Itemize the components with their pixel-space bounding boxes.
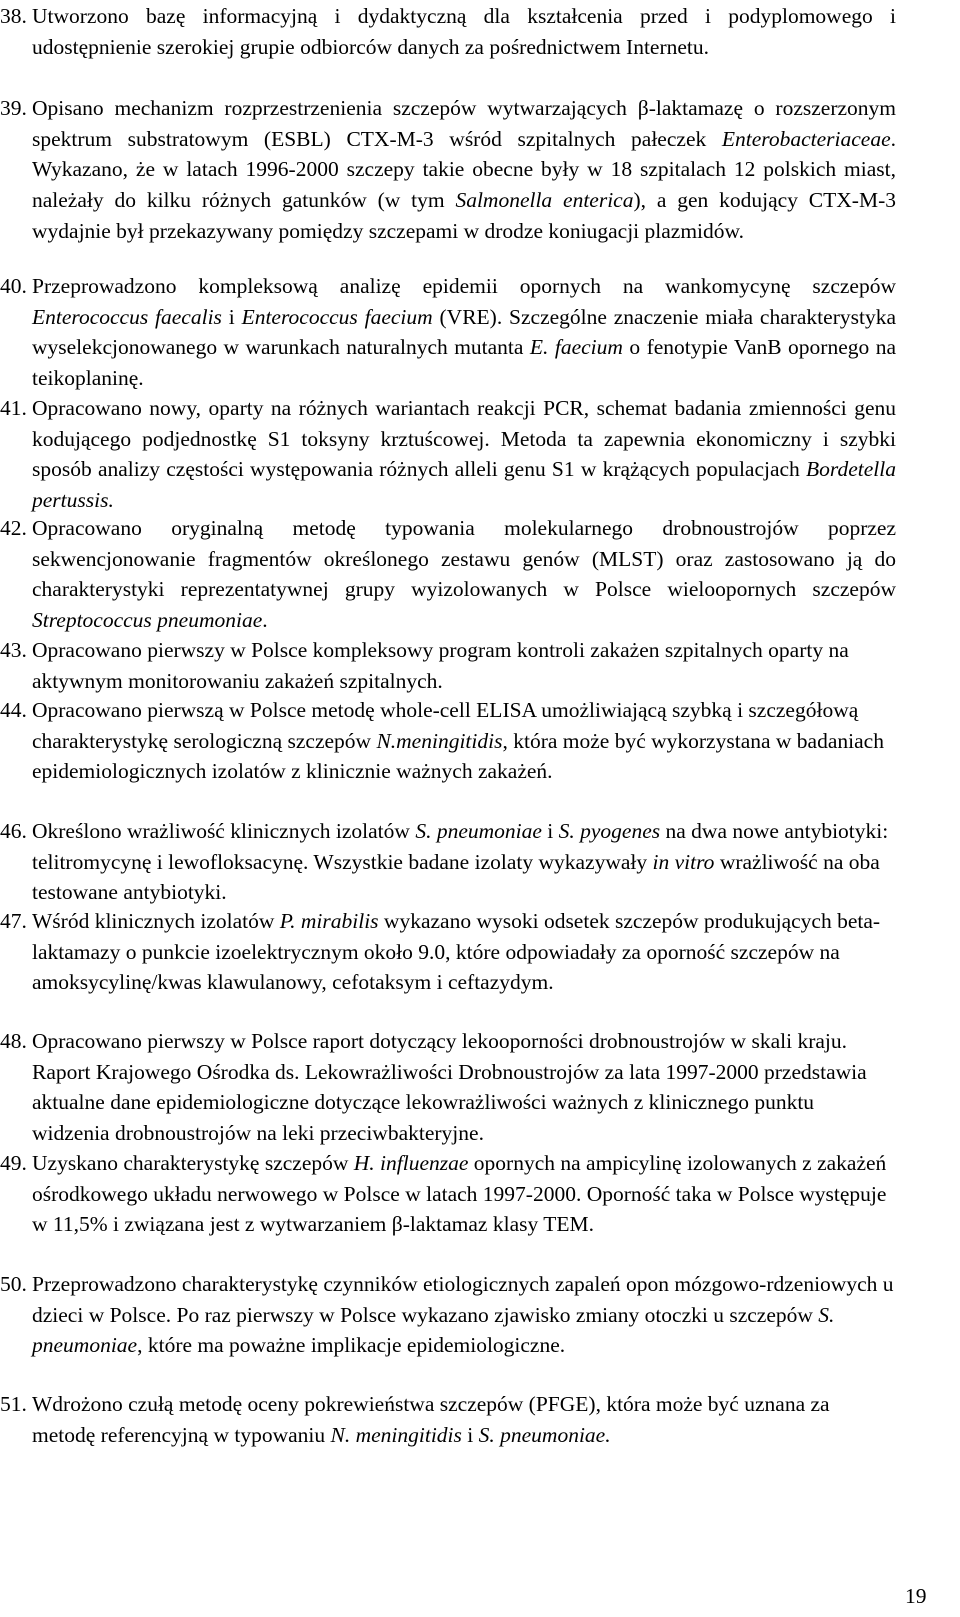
italic-term: S. pneumoniae bbox=[415, 819, 542, 843]
text-run: Opracowano pierwszy w Polsce raport dotyczący lekooporności drobnoustrojów w skali kraju. Raport Krajowego Ośrodka ds. Lekowrażliwości Drobnoustrojów za lata 1997-2000 przedstawia aktualne dane epidemiologiczne dotyczące lekowrażliwości ważnych z klinicznego punktu widzenia drobnoustrojów na leki przeciwbakteryjne. bbox=[32, 1029, 867, 1146]
text-run: na dwa nowe antybiotyki: telitromycynę i lewofloksacynę. Wszystkie badane izolaty wykazywały bbox=[32, 819, 889, 874]
list-item bbox=[0, 635, 896, 696]
item-number: 44. bbox=[0, 698, 27, 722]
italic-term: Bordetella pertussis. bbox=[32, 457, 896, 513]
text-run: , które ma poważne implikacje epidemiologiczne. bbox=[137, 1333, 566, 1358]
italic-term: E. faecium bbox=[529, 335, 623, 360]
item-number: 50. bbox=[0, 1272, 27, 1296]
list-item bbox=[0, 1026, 896, 1149]
list-item bbox=[0, 1269, 896, 1361]
text-run: i bbox=[541, 819, 559, 843]
text-run: i bbox=[221, 304, 242, 329]
list-item bbox=[0, 271, 896, 394]
list-item bbox=[0, 906, 896, 998]
item-text bbox=[32, 1269, 896, 1361]
list-item bbox=[0, 816, 896, 908]
italic-term: S. pneumoniae bbox=[32, 1302, 835, 1358]
item-text bbox=[32, 1026, 896, 1149]
item-number: 51. bbox=[0, 1392, 27, 1416]
item-text bbox=[32, 393, 896, 516]
text-run: Opracowano pierwszą w Polsce metodę whole-cell ELISA umożliwiającą szybką i szczegółową charakterystykę serologiczną szczepów bbox=[32, 698, 859, 753]
text-run: Opracowano nowy, oparty na różnych wariantach reakcji PCR, schemat badania zmienności genu kodującego podjednostkę S1 toksyny krztuścowej. Metoda ta zapewnia ekonomiczny i szybki sposób analizy częstości występowania różnych alleli genu S1 w krążących populacjach bbox=[32, 396, 896, 482]
text-run: ), a gen kodujący CTX-M-3 wydajnie był przekazywany pomiędzy szczepami w drodze koniugacji plazmidów. bbox=[32, 188, 896, 243]
text-run: Opracowano pierwszy w Polsce kompleksowy program kontroli zakażen szpitalnych oparty na aktywnym monitorowaniu zakażeń szpitalnych. bbox=[32, 638, 849, 693]
text-run: , która może być wykorzystana w badaniach epidemiologicznych izolatów z klinicznie ważnych zakażeń. bbox=[32, 728, 884, 784]
text-run: i bbox=[461, 1422, 479, 1447]
item-text bbox=[32, 1389, 896, 1450]
italic-term: Enterococcus faecalis bbox=[32, 304, 222, 329]
page-number: 19 bbox=[905, 1584, 927, 1608]
text-run: opornych na ampicylinę izolowanych z zakażeń ośrodkowego układu nerwowego w Polsce w latach 1997-2000. Oporność taka w Polsce występuje w 11,5% i związana jest z wytwarzaniem β-laktamaz klasy TEM. bbox=[32, 1151, 887, 1237]
text-run: Przeprowadzono charakterystykę czynników etiologicznych zapaleń opon mózgowo-rdzeniowych u dzieci w Polsce. Po raz pierwszy w Polsce wykazano zjawisko zmiany otoczki u szczepów bbox=[32, 1272, 894, 1327]
item-number: 41. bbox=[0, 396, 27, 420]
list-item bbox=[0, 695, 896, 787]
item-number: 38. bbox=[0, 4, 27, 28]
list-item bbox=[0, 1389, 896, 1450]
italic-term: Streptococcus pneumoniae bbox=[32, 608, 263, 633]
text-run: Opracowano oryginalną metodę typowania molekularnego drobnoustrojów poprzez sekwencjonowanie fragmentów określonego zestawu genów (MLST) oraz zastosowano ją do charakterystyki reprezentatywnej grupy wyizolowanych w Polsce wieloopornych szczepów bbox=[32, 516, 896, 602]
list-item bbox=[0, 1148, 896, 1240]
italic-term: N. meningitidis bbox=[330, 1422, 462, 1447]
item-number: 40. bbox=[0, 274, 27, 298]
italic-term: P. mirabilis bbox=[279, 909, 379, 933]
item-number: 43. bbox=[0, 638, 27, 662]
item-text bbox=[32, 635, 896, 696]
item-number: 47. bbox=[0, 909, 27, 933]
list-item bbox=[0, 513, 896, 636]
text-run: Przeprowadzono kompleksową analizę epidemii opornych na wankomycynę szczepów bbox=[32, 274, 896, 298]
item-text bbox=[32, 1148, 896, 1240]
item-text bbox=[32, 93, 896, 247]
item-text bbox=[32, 513, 896, 636]
text-run: . bbox=[262, 608, 268, 633]
text-run: wykazano wysoki odsetek szczepów produkujących beta-laktamazy o punkcie izoelektrycznym około 9.0, które odpowiadały za oporność szczepów na amoksycylinę/kwas klawulanowy, cefotaksym i ceftazydym. bbox=[32, 909, 881, 995]
item-number: 48. bbox=[0, 1029, 27, 1053]
text-run: Uzyskano charakterystykę szczepów bbox=[32, 1151, 354, 1175]
italic-term: Enterobacteriaceae bbox=[721, 126, 891, 151]
item-text bbox=[32, 1, 896, 62]
item-number: 42. bbox=[0, 516, 27, 540]
item-number: 39. bbox=[0, 96, 27, 120]
italic-term: in vitro bbox=[652, 849, 715, 874]
item-number: 49. bbox=[0, 1151, 27, 1175]
italic-term: S. pneumoniae. bbox=[478, 1422, 611, 1447]
item-text bbox=[32, 906, 896, 998]
item-text bbox=[32, 271, 896, 394]
italic-term: S. pyogenes bbox=[558, 819, 661, 843]
text-run: Opisano mechanizm rozprzestrzenienia szczepów wytwarzających β-laktamazę o rozszerzonym spektrum substratowym (ESBL) CTX-M-3 wśród szpitalnych pałeczek bbox=[32, 96, 896, 151]
list-item bbox=[0, 93, 896, 247]
italic-term: H. influenzae bbox=[353, 1151, 469, 1175]
text-run: wrażliwość na oba testowane antybiotyki. bbox=[32, 849, 880, 905]
text-run: Określono wrażliwość klinicznych izolatów bbox=[32, 819, 416, 843]
list-item bbox=[0, 393, 896, 516]
text-run: . Wykazano, że w latach 1996-2000 szczepy takie obecne były w 18 szpitalach 12 polskich miast, należały do kilku różnych gatunków (w tym bbox=[32, 126, 896, 213]
text-run: Utworzono bazę informacyjną i dydaktyczną dla kształcenia przed i podyplomowego i udostępnienie szerokiej grupie odbiorców danych za pośrednictwem Internetu. bbox=[32, 4, 896, 59]
italic-term: Salmonella enterica bbox=[455, 188, 634, 213]
text-run: Wśród klinicznych izolatów bbox=[32, 909, 280, 933]
item-number: 46. bbox=[0, 819, 27, 843]
italic-term: Enterococcus faecium bbox=[241, 304, 433, 329]
item-text bbox=[32, 695, 896, 787]
text-run: (VRE). Szczególne znaczenie miała charakterystyka wyselekcjonowanego w warunkach naturalnych mutanta bbox=[32, 304, 896, 360]
text-run: o fenotypie VanB opornego na teikoplaninę. bbox=[32, 335, 896, 391]
text-run: Wdrożono czułą metodę oceny pokrewieństwa szczepów (PFGE), która może być uznana za metodę referencyjną w typowaniu bbox=[32, 1392, 830, 1447]
italic-term: N.meningitidis bbox=[376, 728, 503, 753]
item-text bbox=[32, 816, 896, 908]
list-item bbox=[0, 1, 896, 62]
